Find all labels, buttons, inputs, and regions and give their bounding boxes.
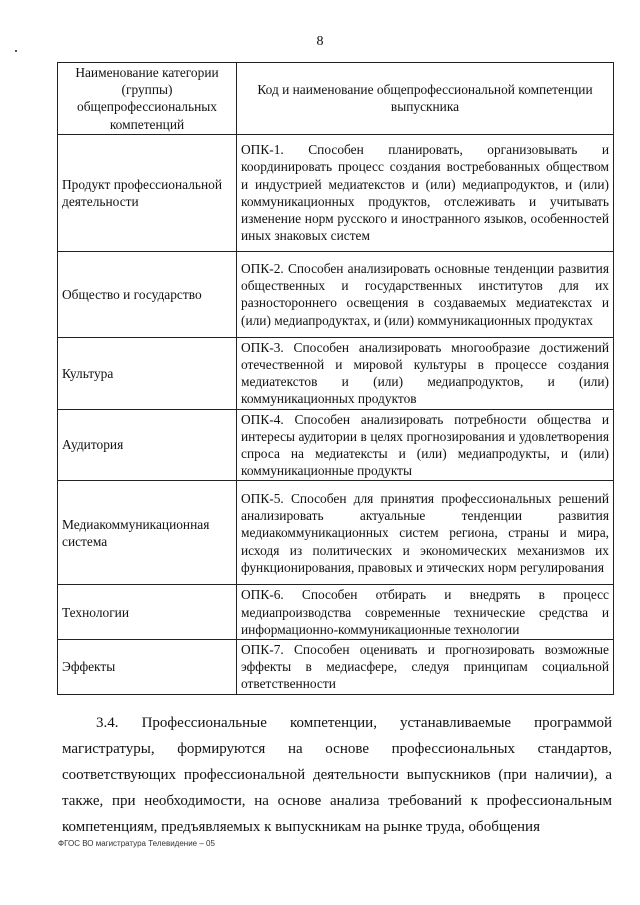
category-cell: Технологии xyxy=(58,585,237,640)
competence-table xyxy=(57,62,614,695)
competence-cell: ОПК-6. Способен отбирать и внедрять в процесс медиапроизводства современные технические средства и информационно-коммуникационные технологии xyxy=(237,585,614,640)
table-row xyxy=(58,585,614,640)
category-cell: Эффекты xyxy=(58,640,237,695)
header-category: Наименование категории (группы) общепрофессиональных компетенций xyxy=(58,63,237,135)
competence-cell: ОПК-7. Способен оценивать и прогнозировать возможные эффекты в медиасфере, следуя принципам социальной ответственности xyxy=(237,640,614,695)
table-row xyxy=(58,134,614,251)
table-row xyxy=(58,251,614,337)
table-row xyxy=(58,481,614,585)
competence-cell: ОПК-4. Способен анализировать потребности общества и интересы аудитории в целях прогнозирования и удовлетворения спроса на медиатексты и (или) медиапродукты, и (или) коммуникационные продукты xyxy=(237,409,614,481)
category-cell: Продукт профессиональной деятельности xyxy=(58,134,237,251)
page-number: 8 xyxy=(316,34,324,49)
scan-speck xyxy=(15,50,17,52)
table-row xyxy=(58,409,614,481)
category-cell: Аудитория xyxy=(58,409,237,481)
section-3-4-paragraph: 3.4. Профессиональные компетенции, устанавливаемые программой магистратуры, формируются на основе профессиональных стандартов, соответствующих профессиональной деятельности выпускников (при наличии), а также, при необходимости, на основе анализа требований к профессиональным компетенциям, предъявляемых к выпускникам на рынке труда, обобщения xyxy=(62,715,612,835)
table-row xyxy=(58,337,614,409)
table-header-row xyxy=(58,63,614,135)
table-row xyxy=(58,640,614,695)
category-cell: Культура xyxy=(58,337,237,409)
footer-document-id: ФГОС ВО магистратура Телевидение – 05 xyxy=(58,839,215,848)
competence-cell: ОПК-2. Способен анализировать основные тенденции развития общественных и государственных институтов для их разностороннего освещения в создаваемых медиатекстах и (или) медиапродуктах, и (или) коммуникационных продуктах xyxy=(237,251,614,337)
competence-cell: ОПК-5. Способен для принятия профессиональных решений анализировать актуальные тенденции развития медиакоммуникационных систем региона, страны и мира, исходя из политических и экономических механизмов их функционирования, правовых и этических норм регулирования xyxy=(237,481,614,585)
competence-cell: ОПК-3. Способен анализировать многообразие достижений отечественной и мировой культуры в процессе создания медиатекстов и (или) медиапродуктов, и (или) коммуникационных продуктов xyxy=(237,337,614,409)
competence-cell: ОПК-1. Способен планировать, организовывать и координировать процесс создания востребованных обществом и индустрией медиатекстов и (или) медиапродуктов, и (или) коммуникационных продуктов, отслеживать и учитывать изменение норм русского и иностранного языков, особенностей иных знаковых систем xyxy=(237,134,614,251)
header-competence: Код и наименование общепрофессиональной компетенции выпускника xyxy=(237,63,614,135)
category-cell: Общество и государство xyxy=(58,251,237,337)
category-cell: Медиакоммуникационная система xyxy=(58,481,237,585)
